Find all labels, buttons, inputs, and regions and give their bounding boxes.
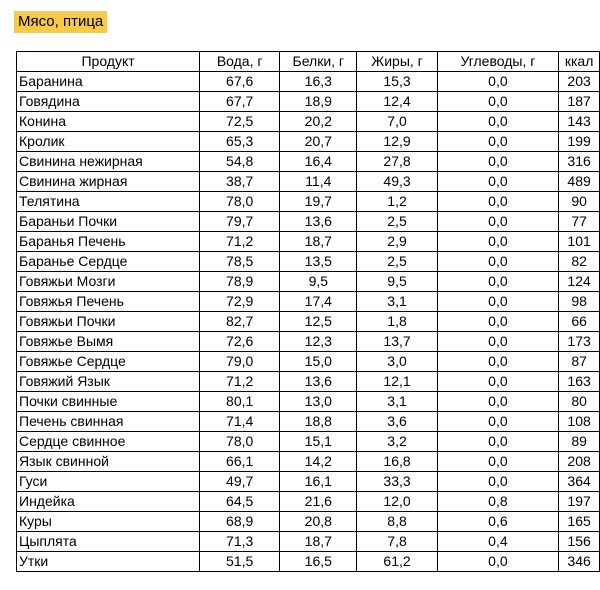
- value-cell-fat: 3,2: [357, 432, 437, 452]
- value-cell-protein: 21,6: [280, 492, 357, 512]
- table-row: [17, 152, 600, 172]
- value-cell-water: 78,9: [200, 272, 280, 292]
- product-name-cell: Кролик: [17, 132, 200, 152]
- value-cell-water: 82,7: [200, 312, 280, 332]
- value-cell-carbs: 0,4: [437, 532, 559, 552]
- value-cell-carbs: 0,0: [437, 252, 559, 272]
- value-cell-kcal: 165: [559, 512, 600, 532]
- table-row: [17, 292, 600, 312]
- value-cell-protein: 20,2: [280, 112, 357, 132]
- column-header-protein: Белки, г: [280, 52, 357, 72]
- value-cell-protein: 16,4: [280, 152, 357, 172]
- table-row: [17, 552, 600, 572]
- value-cell-water: 80,1: [200, 392, 280, 412]
- product-name-cell: Печень свинная: [17, 412, 200, 432]
- value-cell-protein: 12,3: [280, 332, 357, 352]
- value-cell-fat: 12,9: [357, 132, 437, 152]
- table-row: [17, 352, 600, 372]
- value-cell-kcal: 98: [559, 292, 600, 312]
- value-cell-water: 71,4: [200, 412, 280, 432]
- value-cell-carbs: 0,0: [437, 432, 559, 452]
- product-name-cell: Говяжий Язык: [17, 372, 200, 392]
- value-cell-water: 79,0: [200, 352, 280, 372]
- value-cell-fat: 1,2: [357, 192, 437, 212]
- value-cell-protein: 15,1: [280, 432, 357, 452]
- table-row: [17, 172, 600, 192]
- value-cell-water: 49,7: [200, 472, 280, 492]
- value-cell-water: 72,5: [200, 112, 280, 132]
- value-cell-kcal: 316: [559, 152, 600, 172]
- product-name-cell: Баранье Сердце: [17, 252, 200, 272]
- product-name-cell: Куры: [17, 512, 200, 532]
- value-cell-fat: 15,3: [357, 72, 437, 92]
- value-cell-protein: 19,7: [280, 192, 357, 212]
- value-cell-kcal: 82: [559, 252, 600, 272]
- value-cell-water: 38,7: [200, 172, 280, 192]
- value-cell-carbs: 0,0: [437, 472, 559, 492]
- value-cell-fat: 16,8: [357, 452, 437, 472]
- table-body: [17, 72, 600, 572]
- product-name-cell: Баранья Печень: [17, 232, 200, 252]
- value-cell-water: 64,5: [200, 492, 280, 512]
- value-cell-carbs: 0,0: [437, 92, 559, 112]
- value-cell-kcal: 124: [559, 272, 600, 292]
- value-cell-water: 71,2: [200, 232, 280, 252]
- value-cell-water: 72,6: [200, 332, 280, 352]
- table-row: [17, 312, 600, 332]
- product-name-cell: Язык свинной: [17, 452, 200, 472]
- column-header-fat: Жиры, г: [357, 52, 437, 72]
- value-cell-fat: 7,0: [357, 112, 437, 132]
- table-row: [17, 252, 600, 272]
- value-cell-protein: 15,0: [280, 352, 357, 372]
- value-cell-carbs: 0,0: [437, 332, 559, 352]
- value-cell-water: 68,9: [200, 512, 280, 532]
- value-cell-water: 71,3: [200, 532, 280, 552]
- value-cell-fat: 12,4: [357, 92, 437, 112]
- value-cell-protein: 17,4: [280, 292, 357, 312]
- product-name-cell: Цыплята: [17, 532, 200, 552]
- product-name-cell: Бараньи Почки: [17, 212, 200, 232]
- value-cell-kcal: 364: [559, 472, 600, 492]
- value-cell-protein: 13,6: [280, 212, 357, 232]
- value-cell-kcal: 199: [559, 132, 600, 152]
- value-cell-protein: 18,9: [280, 92, 357, 112]
- table-row: [17, 512, 600, 532]
- value-cell-kcal: 203: [559, 72, 600, 92]
- value-cell-water: 71,2: [200, 372, 280, 392]
- value-cell-fat: 3,1: [357, 292, 437, 312]
- value-cell-protein: 18,7: [280, 232, 357, 252]
- table-row: [17, 272, 600, 292]
- value-cell-protein: 20,7: [280, 132, 357, 152]
- value-cell-water: 65,3: [200, 132, 280, 152]
- value-cell-kcal: 87: [559, 352, 600, 372]
- value-cell-carbs: 0,0: [437, 412, 559, 432]
- value-cell-carbs: 0,0: [437, 352, 559, 372]
- value-cell-kcal: 80: [559, 392, 600, 412]
- product-name-cell: Говяжье Сердце: [17, 352, 200, 372]
- value-cell-carbs: 0,0: [437, 272, 559, 292]
- table-row: [17, 192, 600, 212]
- value-cell-kcal: 77: [559, 212, 600, 232]
- value-cell-carbs: 0,0: [437, 172, 559, 192]
- table-header-row: [17, 52, 600, 72]
- value-cell-carbs: 0,0: [437, 392, 559, 412]
- value-cell-kcal: 101: [559, 232, 600, 252]
- value-cell-fat: 33,3: [357, 472, 437, 492]
- column-header-water: Вода, г: [200, 52, 280, 72]
- value-cell-kcal: 197: [559, 492, 600, 512]
- value-cell-kcal: 156: [559, 532, 600, 552]
- value-cell-carbs: 0,0: [437, 132, 559, 152]
- product-name-cell: Телятина: [17, 192, 200, 212]
- value-cell-protein: 9,5: [280, 272, 357, 292]
- value-cell-kcal: 143: [559, 112, 600, 132]
- value-cell-kcal: 108: [559, 412, 600, 432]
- value-cell-protein: 11,4: [280, 172, 357, 192]
- value-cell-carbs: 0,0: [437, 192, 559, 212]
- value-cell-fat: 3,1: [357, 392, 437, 412]
- product-name-cell: Говяжья Печень: [17, 292, 200, 312]
- value-cell-water: 72,9: [200, 292, 280, 312]
- product-name-cell: Говяжьи Мозги: [17, 272, 200, 292]
- value-cell-kcal: 187: [559, 92, 600, 112]
- value-cell-kcal: 208: [559, 452, 600, 472]
- table-row: [17, 452, 600, 472]
- table-row: [17, 332, 600, 352]
- value-cell-fat: 7,8: [357, 532, 437, 552]
- value-cell-fat: 3,6: [357, 412, 437, 432]
- column-header-product: Продукт: [17, 52, 200, 72]
- value-cell-fat: 61,2: [357, 552, 437, 572]
- value-cell-water: 78,0: [200, 432, 280, 452]
- value-cell-kcal: 90: [559, 192, 600, 212]
- product-name-cell: Говядина: [17, 92, 200, 112]
- value-cell-carbs: 0,0: [437, 552, 559, 572]
- table-row: [17, 232, 600, 252]
- value-cell-protein: 18,7: [280, 532, 357, 552]
- table-row: [17, 372, 600, 392]
- product-name-cell: Гуси: [17, 472, 200, 492]
- column-header-kcal: ккал: [559, 52, 600, 72]
- value-cell-fat: 2,5: [357, 212, 437, 232]
- value-cell-protein: 13,0: [280, 392, 357, 412]
- product-name-cell: Утки: [17, 552, 200, 572]
- value-cell-carbs: 0,0: [437, 152, 559, 172]
- table-row: [17, 212, 600, 232]
- value-cell-fat: 12,1: [357, 372, 437, 392]
- value-cell-protein: 13,5: [280, 252, 357, 272]
- value-cell-fat: 9,5: [357, 272, 437, 292]
- value-cell-protein: 12,5: [280, 312, 357, 332]
- table-row: [17, 392, 600, 412]
- value-cell-carbs: 0,0: [437, 72, 559, 92]
- value-cell-fat: 12,0: [357, 492, 437, 512]
- value-cell-fat: 27,8: [357, 152, 437, 172]
- value-cell-carbs: 0,6: [437, 512, 559, 532]
- value-cell-fat: 3,0: [357, 352, 437, 372]
- value-cell-carbs: 0,0: [437, 372, 559, 392]
- product-name-cell: Свинина жирная: [17, 172, 200, 192]
- nutrition-table: [16, 51, 600, 572]
- value-cell-carbs: 0,0: [437, 112, 559, 132]
- table-row: [17, 112, 600, 132]
- value-cell-protein: 20,8: [280, 512, 357, 532]
- value-cell-carbs: 0,0: [437, 232, 559, 252]
- value-cell-protein: 16,1: [280, 472, 357, 492]
- value-cell-fat: 1,8: [357, 312, 437, 332]
- column-header-carbs: Углеводы, г: [437, 52, 559, 72]
- value-cell-protein: 16,5: [280, 552, 357, 572]
- value-cell-protein: 18,8: [280, 412, 357, 432]
- value-cell-carbs: 0,0: [437, 212, 559, 232]
- value-cell-fat: 2,9: [357, 232, 437, 252]
- value-cell-water: 67,7: [200, 92, 280, 112]
- product-name-cell: Свинина нежирная: [17, 152, 200, 172]
- table-row: [17, 92, 600, 112]
- value-cell-carbs: 0,0: [437, 312, 559, 332]
- value-cell-protein: 16,3: [280, 72, 357, 92]
- product-name-cell: Говяжье Вымя: [17, 332, 200, 352]
- product-name-cell: Почки свинные: [17, 392, 200, 412]
- product-name-cell: Индейка: [17, 492, 200, 512]
- value-cell-kcal: 89: [559, 432, 600, 452]
- value-cell-kcal: 346: [559, 552, 600, 572]
- value-cell-kcal: 173: [559, 332, 600, 352]
- value-cell-water: 67,6: [200, 72, 280, 92]
- value-cell-carbs: 0,8: [437, 492, 559, 512]
- value-cell-water: 54,8: [200, 152, 280, 172]
- value-cell-carbs: 0,0: [437, 452, 559, 472]
- value-cell-protein: 13,6: [280, 372, 357, 392]
- value-cell-water: 78,5: [200, 252, 280, 272]
- value-cell-kcal: 163: [559, 372, 600, 392]
- product-name-cell: Конина: [17, 112, 200, 132]
- value-cell-carbs: 0,0: [437, 292, 559, 312]
- product-name-cell: Сердце свинное: [17, 432, 200, 452]
- product-name-cell: Говяжьи Почки: [17, 312, 200, 332]
- value-cell-protein: 14,2: [280, 452, 357, 472]
- table-row: [17, 72, 600, 92]
- table-row: [17, 412, 600, 432]
- value-cell-water: 66,1: [200, 452, 280, 472]
- table-row: [17, 432, 600, 452]
- page-title: Мясо, птица: [14, 11, 107, 33]
- value-cell-water: 79,7: [200, 212, 280, 232]
- value-cell-fat: 49,3: [357, 172, 437, 192]
- table-row: [17, 132, 600, 152]
- table-row: [17, 532, 600, 552]
- table-row: [17, 472, 600, 492]
- value-cell-water: 78,0: [200, 192, 280, 212]
- value-cell-kcal: 66: [559, 312, 600, 332]
- value-cell-water: 51,5: [200, 552, 280, 572]
- product-name-cell: Баранина: [17, 72, 200, 92]
- value-cell-fat: 13,7: [357, 332, 437, 352]
- value-cell-fat: 8,8: [357, 512, 437, 532]
- value-cell-fat: 2,5: [357, 252, 437, 272]
- table-row: [17, 492, 600, 512]
- value-cell-kcal: 489: [559, 172, 600, 192]
